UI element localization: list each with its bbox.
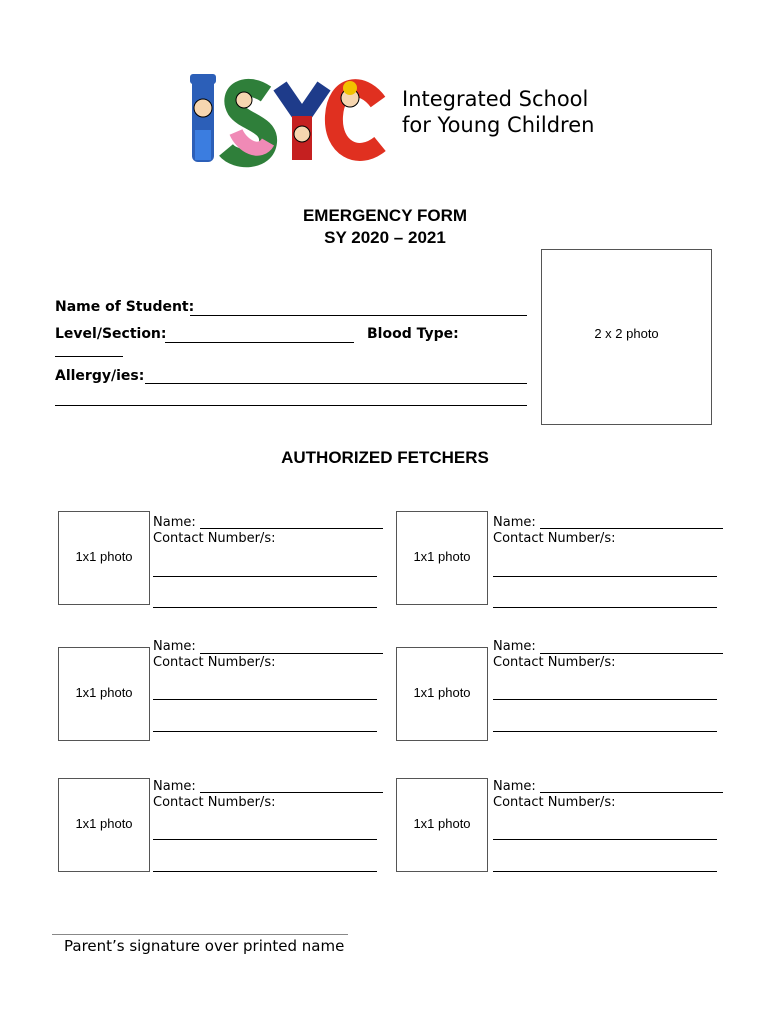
fetcher-1-contact-label: Contact Number/s: <box>153 531 276 546</box>
fetcher-3-contact-field-2[interactable] <box>153 731 377 732</box>
fetcher-3-photo-box[interactable] <box>58 647 150 741</box>
allergies-field[interactable] <box>145 383 527 384</box>
fetcher-2-photo-box[interactable] <box>396 511 488 605</box>
fetcher-1-contact-field-2[interactable] <box>153 607 377 608</box>
fetcher-4-photo-label: 1x1 photo <box>413 685 471 700</box>
fetcher-5-contact-field-1[interactable] <box>153 839 377 840</box>
fetcher-5-contact-field-2[interactable] <box>153 871 377 872</box>
fetcher-3-photo-label: 1x1 photo <box>75 685 133 700</box>
fetcher-3-name-label: Name: <box>153 639 196 654</box>
fetcher-6-contact-field-2[interactable] <box>493 871 717 872</box>
fetcher-5-photo-label: 1x1 photo <box>75 816 133 831</box>
fetcher-4-contact-field-1[interactable] <box>493 699 717 700</box>
fetcher-4-photo-box[interactable] <box>396 647 488 741</box>
fetcher-6-contact-label: Contact Number/s: <box>493 795 616 810</box>
form-title: EMERGENCY FORM <box>302 206 468 225</box>
fetcher-4-contact-field-2[interactable] <box>493 731 717 732</box>
photo-2x2-label: 2 x 2 photo <box>594 326 659 341</box>
fetcher-6-name-field[interactable] <box>540 792 723 793</box>
fetcher-6-contact-field-1[interactable] <box>493 839 717 840</box>
fetcher-6-photo-label: 1x1 photo <box>413 816 471 831</box>
level-section-field[interactable] <box>165 342 354 343</box>
fetcher-3-contact-field-1[interactable] <box>153 699 377 700</box>
school-year: SY 2020 – 2021 <box>324 228 446 247</box>
fetcher-3-contact-label: Contact Number/s: <box>153 655 276 670</box>
fetcher-3-name-field[interactable] <box>200 653 383 654</box>
fetcher-2-photo-label: 1x1 photo <box>413 549 471 564</box>
allergies-label: Allergy/ies: <box>55 368 145 384</box>
fetcher-2-name-field[interactable] <box>540 528 723 529</box>
fetcher-5-name-field[interactable] <box>200 792 383 793</box>
student-name-field[interactable] <box>190 315 527 316</box>
photo-2x2-box[interactable] <box>541 249 712 425</box>
student-name-label: Name of Student: <box>55 299 195 315</box>
fetcher-2-contact-label: Contact Number/s: <box>493 531 616 546</box>
blood-type-field[interactable] <box>55 356 123 357</box>
fetcher-5-name-label: Name: <box>153 779 196 794</box>
allergies-field-line2[interactable] <box>55 405 527 406</box>
fetcher-4-name-label: Name: <box>493 639 536 654</box>
signature-label: Parent’s signature over printed name <box>64 937 345 955</box>
fetcher-1-photo-label: 1x1 photo <box>75 549 133 564</box>
fetcher-4-name-field[interactable] <box>540 653 723 654</box>
fetcher-1-photo-box[interactable] <box>58 511 150 605</box>
blood-type-label: Blood Type: <box>367 326 459 342</box>
fetcher-6-name-label: Name: <box>493 779 536 794</box>
fetcher-2-contact-field-1[interactable] <box>493 576 717 577</box>
logo-letter-y <box>280 86 324 160</box>
school-name-line1: Integrated School <box>402 87 589 111</box>
fetcher-6-photo-box[interactable] <box>396 778 488 872</box>
fetcher-1-contact-field-1[interactable] <box>153 576 377 577</box>
fetcher-1-name-label: Name: <box>153 515 196 530</box>
school-name-line2: for Young Children <box>402 113 595 137</box>
fetchers-title: AUTHORIZED FETCHERS <box>281 448 489 467</box>
fetcher-2-contact-field-2[interactable] <box>493 607 717 608</box>
fetcher-2-name-label: Name: <box>493 515 536 530</box>
logo-letter-c <box>334 81 380 152</box>
isyc-logo <box>186 72 386 168</box>
fetcher-5-photo-box[interactable] <box>58 778 150 872</box>
signature-line[interactable] <box>52 934 348 935</box>
fetcher-4-contact-label: Contact Number/s: <box>493 655 616 670</box>
logo-letter-s <box>226 88 268 158</box>
logo-letter-i <box>190 74 216 162</box>
level-section-label: Level/Section: <box>55 326 167 342</box>
fetcher-1-name-field[interactable] <box>200 528 383 529</box>
fetcher-5-contact-label: Contact Number/s: <box>153 795 276 810</box>
